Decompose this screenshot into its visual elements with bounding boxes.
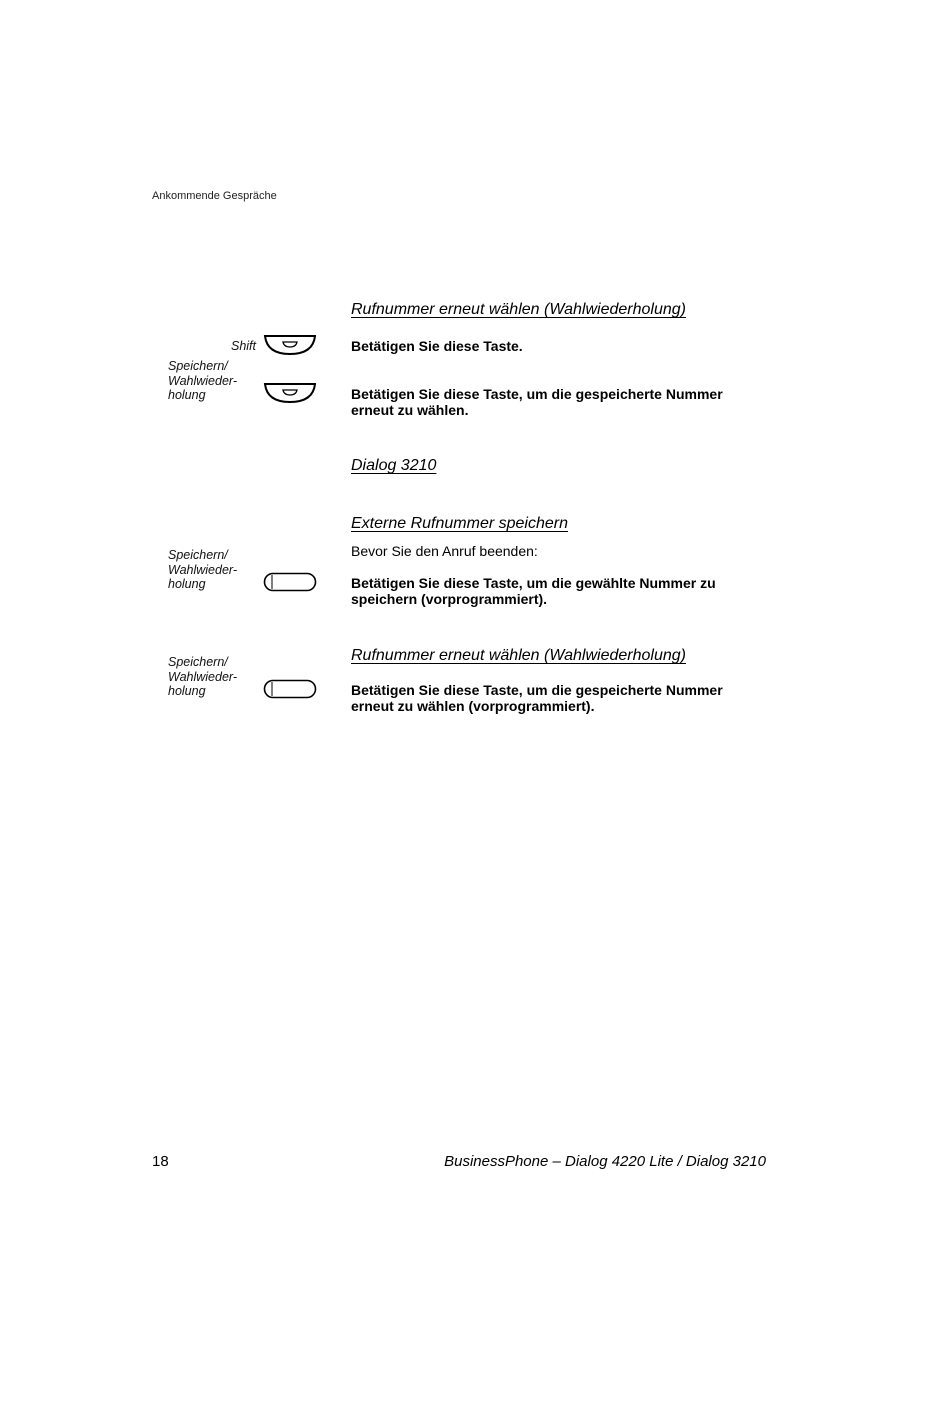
footer-title: BusinessPhone – Dialog 4220 Lite / Dialog 3210 — [444, 1153, 766, 1170]
heading-redial: Rufnummer erneut wählen (Wahlwiederholung) — [351, 301, 686, 318]
flat-memory-key-icon — [263, 572, 317, 592]
page-number: 18 — [152, 1153, 169, 1170]
store-instruction: Betätigen Sie diese Taste, um die gewählte Nummer zu speichern (vorprogrammiert). — [351, 575, 716, 607]
heading-store-external-number: Externe Rufnummer speichern — [351, 515, 568, 532]
memory-redial-key-icon — [263, 382, 317, 404]
memory-redial-label-3: Speichern/ Wahlwieder- holung — [168, 655, 238, 698]
memory-redial-label-2: Speichern/ Wahlwieder- holung — [168, 548, 238, 591]
shift-label: Shift — [230, 339, 256, 353]
store-intro-text: Bevor Sie den Anruf beenden: — [351, 543, 538, 559]
redial-preprogrammed-instruction: Betätigen Sie diese Taste, um die gespeicherte Nummer erneut zu wählen (vorprogrammiert). — [351, 682, 723, 714]
running-header: Ankommende Gespräche — [152, 190, 277, 202]
flat-redial-key-icon — [263, 679, 317, 699]
redial-instruction: Betätigen Sie diese Taste, um die gespeicherte Nummer erneut zu wählen. — [351, 386, 723, 418]
shift-key-icon — [263, 334, 317, 356]
heading-dialog-3210: Dialog 3210 — [351, 457, 437, 474]
shift-instruction: Betätigen Sie diese Taste. — [351, 338, 523, 354]
memory-redial-label-1: Speichern/ Wahlwieder- holung — [168, 359, 238, 402]
heading-redial-preprogrammed: Rufnummer erneut wählen (Wahlwiederholung) — [351, 647, 686, 664]
